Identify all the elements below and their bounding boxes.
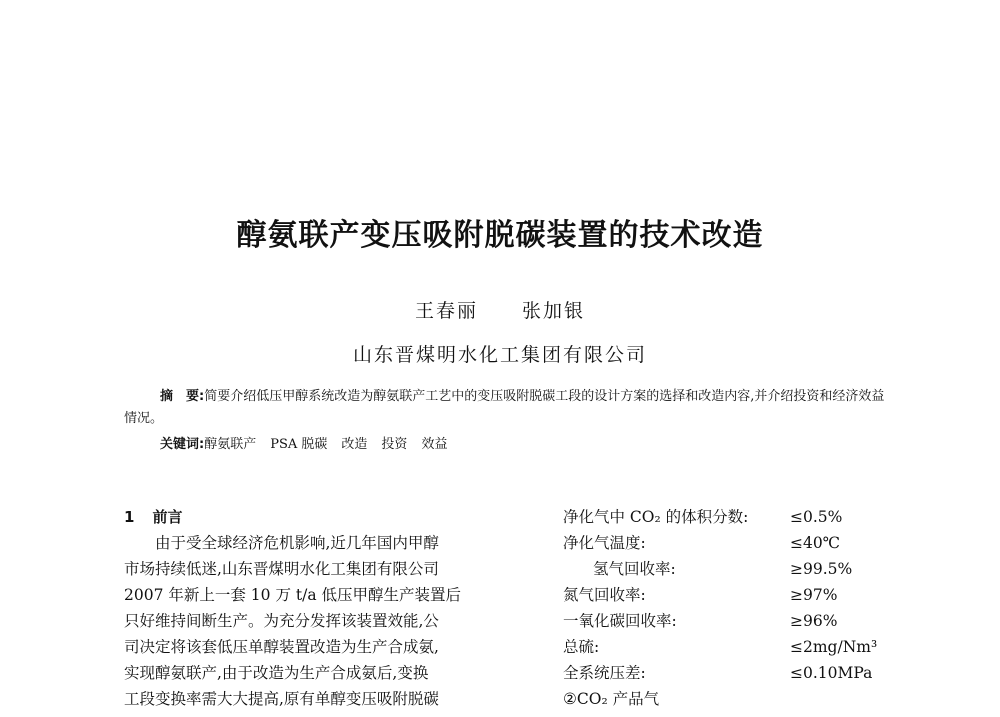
spec-label: 一氧化碳回收率: — [563, 612, 677, 630]
spec-label: 全系统压差: — [563, 664, 646, 682]
body-line: 市场持续低迷,山东晋煤明水化工集团有限公司 — [124, 560, 439, 578]
author-name: 张加银 — [522, 300, 586, 322]
body-line: 实现醇氨联产,由于改造为生产合成氨后,变换 — [124, 664, 429, 682]
keywords-label: 关键词: — [160, 437, 205, 452]
body-line: 2007 年新上一套 10 万 t/a 低压甲醇生产装置后 — [124, 586, 461, 604]
section-title: 前言 — [152, 508, 183, 526]
spec-row — [563, 686, 883, 712]
body-line: 只好维持间断生产。为充分发挥该装置效能,公 — [124, 612, 439, 630]
body-text — [124, 530, 496, 712]
spec-value: ≥99.5% — [790, 560, 853, 578]
spec-row — [563, 660, 883, 686]
spec-value: ≥97% — [790, 586, 838, 604]
spec-value: ≤40℃ — [790, 534, 841, 552]
keyword: 效益 — [421, 437, 448, 452]
affiliation: 山东晋煤明水化工集团有限公司 — [352, 344, 647, 366]
spec-value: ≤2mg/Nm³ — [790, 638, 878, 656]
spec-label: 氢气回收率: — [593, 560, 676, 578]
section-number: 1 — [124, 508, 135, 526]
spec-label: 净化气温度: — [563, 534, 646, 552]
keyword: 改造 — [341, 437, 368, 452]
author-name: 王春丽 — [414, 300, 478, 322]
spec-value: ≤0.10MPa — [790, 664, 873, 682]
spec-row — [563, 504, 883, 530]
abstract-label: 摘 要: — [160, 389, 205, 404]
keyword: 投资 — [381, 437, 408, 452]
spec-row — [563, 608, 883, 634]
spec-row — [563, 582, 883, 608]
spec-row — [563, 556, 883, 582]
abstract-text: 简要介绍低压甲醇系统改造为醇氨联产工艺中的变压吸附脱碳工段的设计方案的选择和改造内容,并介绍投资和经济效益情况。 — [124, 389, 885, 426]
abstract — [124, 386, 894, 430]
author-list — [0, 296, 1000, 323]
keywords — [160, 434, 860, 456]
keyword: 醇氨联产 — [204, 437, 257, 452]
spec-value: ≤0.5% — [790, 508, 843, 526]
spec-label: 总硫: — [563, 638, 600, 656]
spec-row — [563, 530, 883, 556]
body-line: 司决定将该套低压单醇装置改造为生产合成氨, — [124, 638, 439, 656]
spec-label: 氮气回收率: — [563, 586, 646, 604]
spec-label: ②CO₂ 产品气 — [563, 690, 660, 708]
body-line: 工段变换率需大大提高,原有单醇变压吸附脱碳 — [124, 690, 439, 708]
keyword: PSA 脱碳 — [270, 437, 328, 452]
paper-title: 醇氨联产变压吸附脱碳装置的技术改造 — [236, 218, 764, 253]
section-heading — [124, 506, 182, 527]
spec-row — [563, 634, 883, 660]
spec-label: 净化气中 CO₂ 的体积分数: — [563, 508, 749, 526]
spec-list — [563, 504, 883, 712]
spec-value: ≥96% — [790, 612, 838, 630]
body-line: 由于受全球经济危机影响,近几年国内甲醇 — [124, 534, 439, 552]
